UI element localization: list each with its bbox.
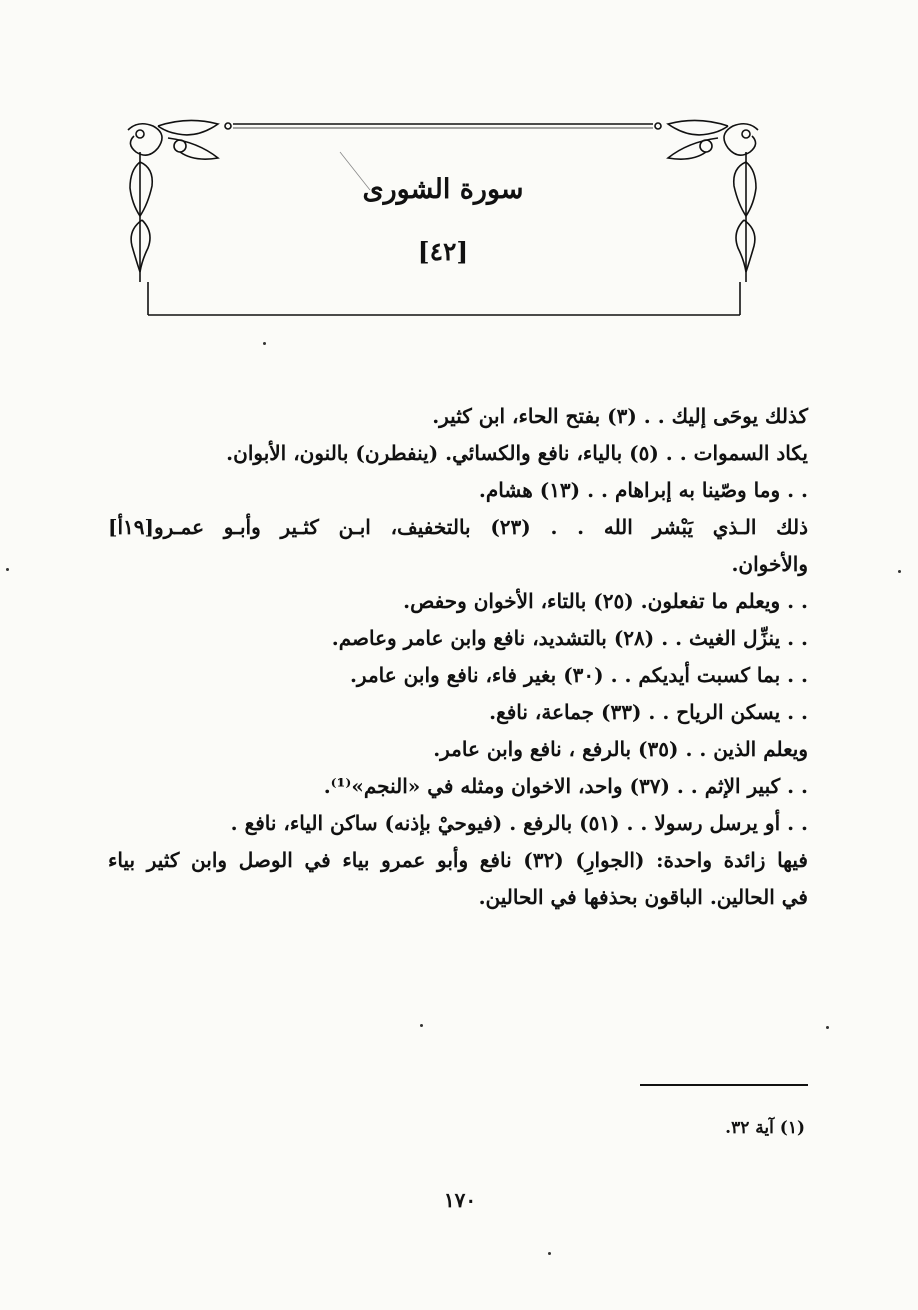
text-line: . . وما وصّينا به إبراهام . . (١٣) هشام.	[478, 478, 808, 502]
text-line: . . ينزِّل الغيث . . (٢٨) بالتشديد، نافع وابن عامر وعاصم.	[331, 626, 808, 650]
text-line: كذلك يوحَى إليك . . (٣) بفتح الحاء، ابن كثير.	[432, 404, 808, 428]
frame-ornament-icon	[118, 112, 768, 327]
text-line: والأخوان.	[731, 552, 808, 576]
text-line: يكاد السموات . . (٥) بالياء، نافع والكسائي. (ينفطرن) بالنون، الأبوان.	[226, 441, 808, 465]
text-line: . . بما كسبت أيديكم . . (٣٠) بغير فاء، نافع وابن عامر.	[349, 663, 808, 687]
surah-number: [٤٢]	[417, 237, 469, 266]
footnote: (١) آية ٣٢.	[725, 1118, 805, 1138]
scan-speck	[420, 1024, 423, 1027]
text-line: فيها زائدة واحدة: (الجوارِ) (٣٢) نافع وأبو عمرو بياء في الوصل وابن كثير بياء	[108, 848, 808, 872]
text-line: ويعلم الذين . . (٣٥) بالرفع ، نافع وابن عامر.	[433, 737, 808, 761]
text-line: في الحالين. الباقون بحذفها في الحالين.	[478, 885, 808, 909]
text-line: . . كبير الإثم . . (٣٧) واحد، الاخوان ومثله في «النجم»⁽¹⁾.	[323, 774, 808, 798]
scan-speck	[826, 1026, 829, 1029]
scan-speck	[263, 342, 266, 345]
body-text	[108, 398, 808, 916]
scan-speck	[898, 570, 901, 573]
text-line: . . أو يرسل رسولا . . (٥١) بالرفع . (فيوحيْ بإذنه) ساكن الياء، نافع .	[230, 811, 808, 835]
footnote-divider	[640, 1084, 808, 1086]
text-line: ذلك الـذي يَبْشر الله . . (٢٣) بالتخفيف، ابـن كثـير وأبـو عمـرو[١٩أ]	[108, 515, 809, 539]
surah-title: سورة الشورى	[362, 174, 524, 205]
ornamental-frame	[118, 112, 768, 327]
text-line: . . ويعلم ما تفعلون. (٢٥) بالتاء، الأخوان وحفص.	[403, 589, 808, 613]
scan-speck	[6, 568, 9, 571]
text-line: . . يسكن الرياح . . (٣٣) جماعة، نافع.	[489, 700, 808, 724]
page-number: ١٧٠	[443, 1188, 477, 1212]
scan-speck	[548, 1252, 551, 1255]
